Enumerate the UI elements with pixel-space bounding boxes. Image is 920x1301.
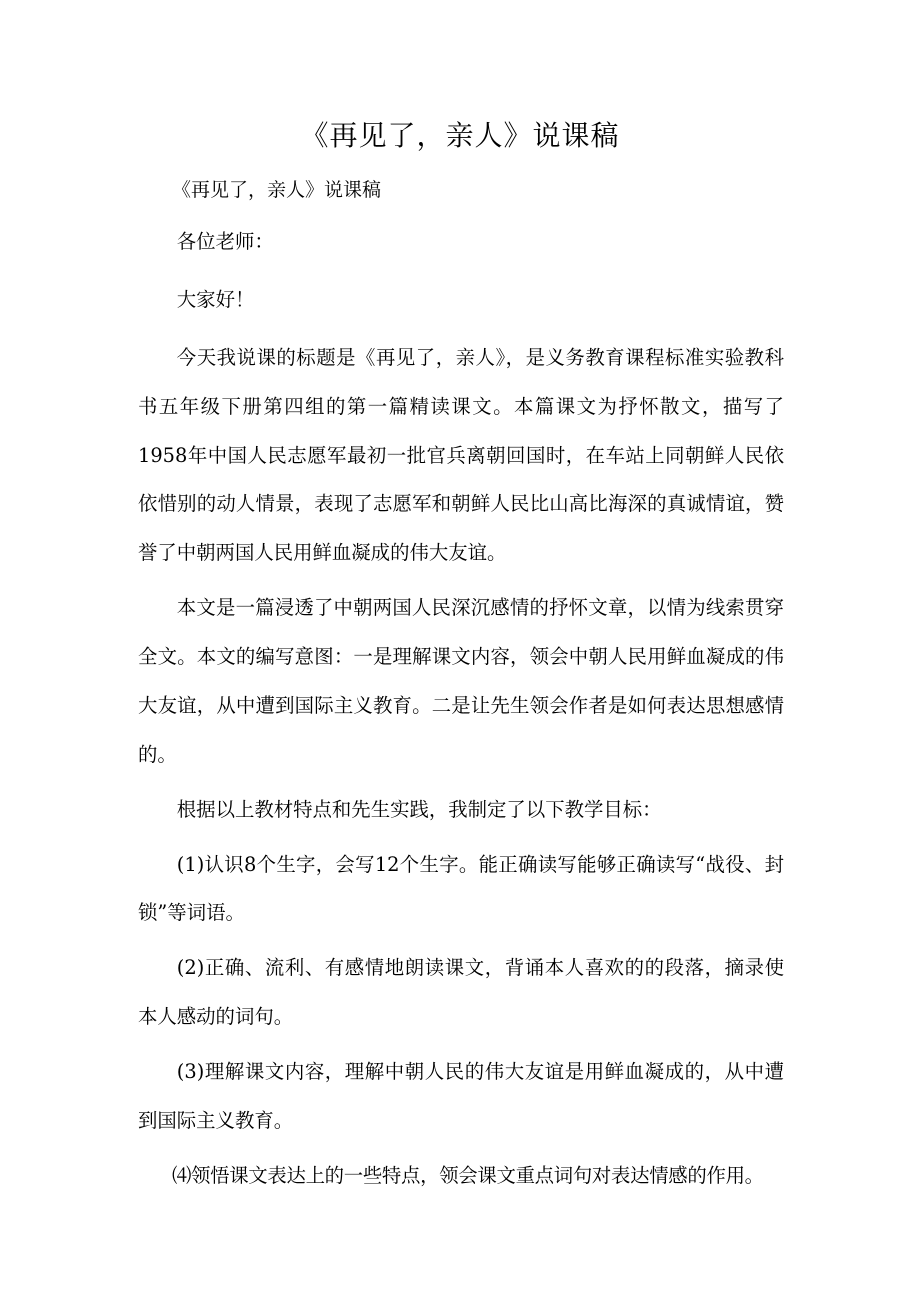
document-body [138,218,784,1207]
document-subtitle: 《再见了，亲人》说课稿 [172,179,382,201]
paragraph-intro: 今天我说课的标题是《再见了，亲人》，是义务教育课程标准实验教科书五年级下册第四组的第一篇精读课文。本篇课文为抒怀散文，描写了1958年中国人民志愿军最初一批官兵离朝回国时，在车站上同朝鲜人民依依惜别的动人情景，表现了志愿军和朝鲜人民比山高比海深的真诚情谊，赞誉了中朝两国人民用鲜血凝成的伟大友谊。 [138,345,784,565]
paragraph-analysis: 本文是一篇浸透了中朝两国人民深沉感情的抒怀文章，以情为线索贯穿全文。本文的编写意图：一是理解课文内容，领会中朝人民用鲜血凝成的伟大友谊，从中遭到国际主义教育。二是让先生领会作者是如何表达思想感情的。 [138,596,784,766]
document-title: 《再见了，亲人》说课稿 [300,119,620,152]
goal-item-4: ⑷领悟课文表达上的一些特点，领会课文重点词句对表达情感的作用。 [171,1163,764,1187]
salutation: 各位老师： [176,230,274,253]
greeting: 大家好！ [176,287,255,311]
goal-item-2: (2)正确、流利、有感情地朗读课文，背诵本人喜欢的的段落，摘录使本人感动的词句。 [138,956,784,1029]
goal-item-3: (3)理解课文内容，理解中朝人民的伟大友谊是用鲜血凝成的，从中遭到国际主义教育。 [138,1060,784,1132]
paragraph-goals-lead: 根据以上教材特点和先生实践，我制定了以下教学目标： [176,797,662,821]
goal-item-1: (1)认识8个生字，会写12个生字。能正确读写能够正确读写“战役、封锁”等词语。 [138,852,784,925]
